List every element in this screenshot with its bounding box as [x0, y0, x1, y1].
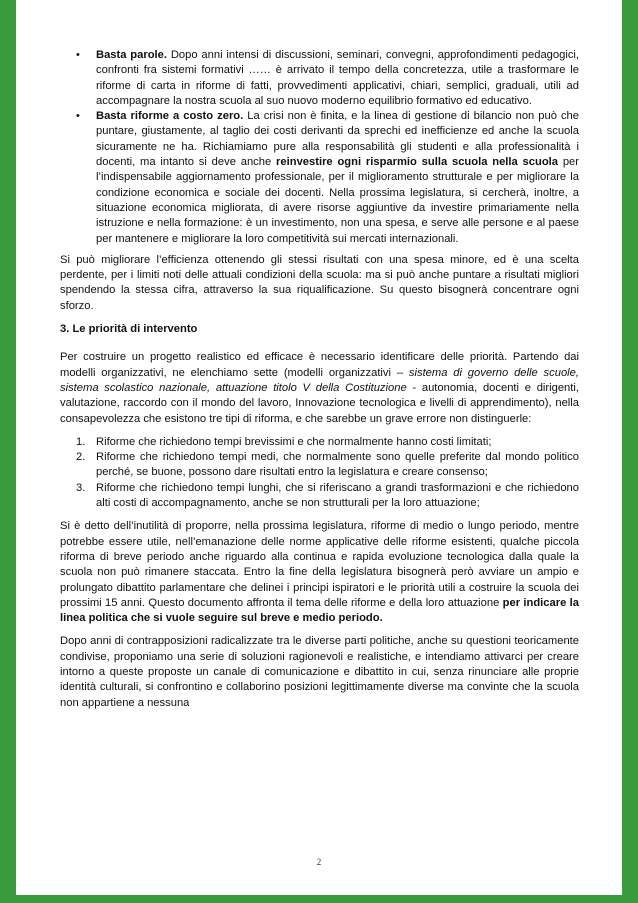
item-text: Riforme che richiedono tempi brevissimi e che normalmente hanno costi limitati;	[96, 435, 492, 448]
paragraph-italic: sistema di governo delle scuole, sistema scolastico nazionale, attuazione titolo V della Costituzione	[60, 366, 579, 394]
page-number: 2	[316, 857, 322, 867]
bullet-text: per l’indispensabile aggiornamento professionale, per il miglioramento strutturale e per migliorare la condizione economica e sociale dei docenti. Nella prossima legislatura, si cercherà, inoltre, a situazione economica migliorata, di avere risorse aggiuntive da investire primariamente nella istruzione e nella formazione: è un investimento, non una spesa, e serve alle persone e al paese per mantenere e migliorare la loro competitività sui mercati internazionali.	[96, 156, 580, 245]
numbered-list	[60, 435, 579, 511]
bullet-bold-emphasis: reinvestire ogni risparmio sulla scuola nella scuola	[276, 156, 559, 169]
bullet-bold-lead: Basta parole.	[96, 49, 167, 61]
bullet-list	[60, 48, 579, 247]
numbered-item	[60, 481, 579, 512]
paragraph-text: - autonomia, docenti e dirigenti, valutazione, raccordo con il mondo del lavoro, Innovazione tecnologica e livelli di apprendimento), nella consapevolezza che esistono tre tipi di riforma, e che sarebbe un grave errore non distinguerle:	[60, 381, 579, 425]
right-green-border	[622, 0, 638, 903]
item-number: 1.	[76, 435, 86, 448]
paragraph-priorita	[60, 350, 579, 426]
paragraph-text: Per costruire un progetto realistico ed efficace è necessario identificare delle priorità. Partendo dai modelli organizzativi, ne elenchiamo sette (modelli organizzativi –	[60, 351, 579, 379]
paragraph-text: Si è detto dell’inutilità di proporre, nella prossima legislatura, riforme di medio o lungo periodo, mentre potrebbe essere utile, nell’emanazione delle norme applicative delle riforme esistenti, qualche piccola riforma di breve periodo anche riguardo alla continua e rapida evoluzione tecnologica dalla quale la scuola non può rimanere staccata. Entro la fine della legislatura bisognerà però avviare un ampio e prolungato dibattito parlamentare che delinei i principi ispiratori e le priorità utili a costruire la scuola dei prossimi 15 anni. Questo documento affronta il tema delle riforme e della loro attuazione	[60, 520, 579, 609]
bottom-green-border	[0, 895, 638, 903]
bullet-icon: •	[76, 110, 80, 123]
numbered-item	[60, 435, 579, 450]
paragraph-bold: per indicare la linea politica che si vuole seguire sul breve e medio periodo.	[60, 596, 579, 625]
paragraph-contrapposizioni: Dopo anni di contrapposizioni radicalizzate tra le diverse parti politiche, anche su questioni teoricamente condivise, proponiamo una serie di soluzioni ragionevoli e realistiche, e intendiamo attivarci per creare intorno a queste proposte un canale di comunicazione e dibattito in cui, senza rinunciare alle proprie identità culturali, si confrontino e collaborino posizioni legittimamente diverse ma convinte che la scuola non appartiene a nessuna	[60, 635, 579, 709]
bullet-icon: •	[76, 49, 80, 61]
bullet-text: La crisi non è finita, e la linea di gestione di bilancio non può che puntare, giustamente, al taglio dei costi derivanti da sprechi ed inefficienze ed anche la scuola sicuramente ne ha. Richiamiamo pure alla responsabilità gli studenti e alla professionalità i docenti, ma intanto si deve anche	[96, 110, 579, 169]
item-text: Riforme che richiedono tempi lunghi, che si riferiscano a grandi trasformazioni e che richiedono alti costi di accompagnamento, anche se non strutturali per la loro attuazione;	[96, 481, 579, 510]
item-number: 2.	[76, 451, 86, 464]
bullet-text: Dopo anni intensi di discussioni, seminari, convegni, approfondimenti pedagogici, confronti fra sistemi formativi …… è arrivato il tempo della concretezza, utile a trasformare le riforme di carta in riforme di fatti, provvedimenti applicativi, chiari, semplici, graduali, utili ad accompagnare la nostra scuola al suo nuovo moderno equilibrio formativo ed educativo.	[96, 49, 580, 107]
item-text: Riforme che richiedono tempi medi, che normalmente sono quelle preferite dal mondo politico perché, se buone, possono dare risultati entro la legislatura e creare consenso;	[96, 451, 579, 479]
numbered-item	[60, 450, 579, 481]
paragraph-efficienza: Si può migliorare l’efficienza ottenendo gli stessi risultati con una spesa minore, ed è una scelta perdente, per i limiti noti delle attuali condizioni della scuola: ma si può anche puntare a risultati migliori spendendo la stessa cifra, attraverso la sua riqualificazione. Su questo bisognerà concentrare ogni sforzo.	[60, 253, 579, 312]
bullet-item-basta-riforme	[60, 109, 579, 247]
left-green-border	[0, 0, 16, 903]
document-page	[60, 48, 579, 711]
paragraph-inutilita	[60, 519, 579, 626]
bullet-bold-lead: Basta riforme a costo zero.	[96, 110, 244, 123]
bullet-item-basta-parole	[60, 48, 579, 109]
section-heading: 3. Le priorità di intervento	[60, 323, 198, 336]
item-number: 3.	[76, 481, 86, 494]
